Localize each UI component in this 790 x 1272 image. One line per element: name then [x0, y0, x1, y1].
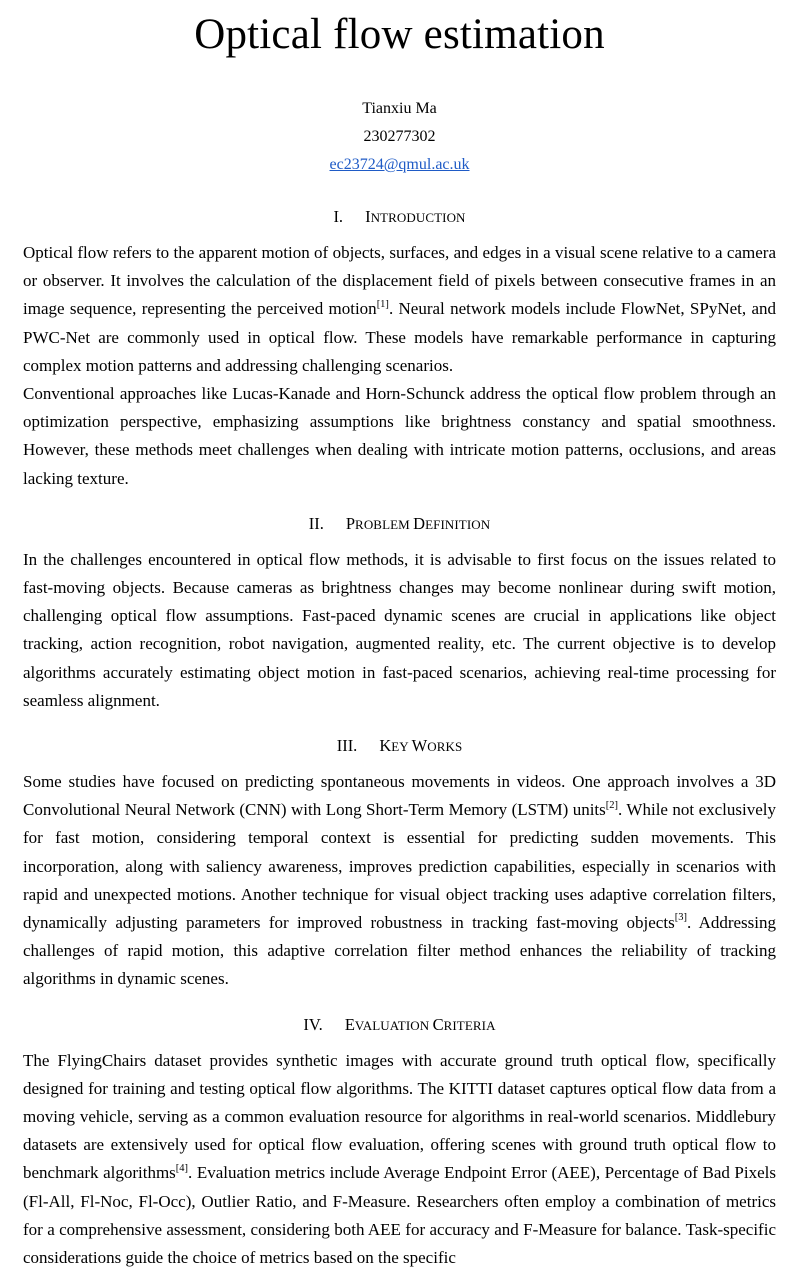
- author-email-link[interactable]: ec23724@qmul.ac.uk: [329, 156, 470, 173]
- evaluation-criteria-paragraph: The FlyingChairs dataset provides synthetic images with accurate ground truth optical flow, specifically designed for training and testing optical flow algorithms. The KITTI dataset captures optical flow data from a moving vehicle, serving as a common evaluation resource for algorithms in real-world scenarios. Middlebury datasets are extensively used for optical flow evaluation, offering scenes with ground truth optical flow to benchmark algorithms[4]. Evaluation metrics include Average Endpoint Error (AEE), Percentage of Bad Pixels (Fl-All, Fl-Noc, Fl-Occ), Outlier Ratio, and F-Measure. Researchers often employ a combination of metrics for a comprehensive assessment, considering both AEE for accuracy and F-Measure for balance. Task-specific considerations guide the choice of metrics based on the specific: [23, 1050, 776, 1268]
- section-number: II.: [308, 513, 324, 533]
- section-number: III.: [336, 736, 358, 756]
- introduction-paragraph-1: Optical flow refers to the apparent motion of objects, surfaces, and edges in a visual scene relative to a camera or observer. It involves the calculation of the displacement field of pixels between consecutive frames in an image sequence, representing the perceived motion[1]. Neural network models include FlowNet, SPyNet, and PWC-Net are commonly used in optical flow. These models have remarkable performance in capturing complex motion patterns and addressing challenging scenarios.: [23, 243, 776, 375]
- section-heading-key-works: III. KEY WORKS: [23, 734, 776, 759]
- key-works-paragraph: Some studies have focused on predicting spontaneous movements in videos. One approach involves a 3D Convolutional Neural Network (CNN) with Long Short-Term Memory (LSTM) units[2]. While not exclusively for fast motion, considering temporal context is essential for predicting sudden movements. This incorporation, along with saliency awareness, improves prediction capabilities, especially in scenarios with rapid and unexpected motions. Another technique for visual object tracking uses adaptive correlation filters, dynamically adjusting parameters for improved robustness in tracking fast-moving objects[3]. Addressing challenges of rapid motion, this adaptive correlation filter method enhances the reliability of tracking algorithms in dynamic scenes.: [23, 772, 777, 989]
- paper-title: Optical flow estimation: [194, 11, 605, 58]
- section-heading-problem-definition: II. PROBLEM DEFINITION: [23, 512, 776, 537]
- author-name: Tianxiu Ma: [362, 100, 437, 117]
- problem-definition-paragraph: In the challenges encountered in optical flow methods, it is advisable to first focus on the issues related to fast-moving objects. Because cameras as brightness changes may become nonlinear during swift motion, challenging optical flow assumptions. Fast-paced dynamic scenes are crucial in applications like object tracking, action recognition, robot navigation, augmented reality, etc. The current objective is to develop algorithms accurately estimating object motion in fast-paced scenarios, achieving real-time processing for seamless alignment.: [23, 549, 776, 710]
- citation: [1]: [376, 298, 389, 310]
- citation: [4]: [175, 1162, 189, 1174]
- student-id: 230277302: [363, 128, 436, 145]
- author-block: [23, 95, 776, 179]
- section-heading-introduction: I. INTRODUCTION: [23, 205, 776, 230]
- introduction-paragraph-2: Conventional approaches like Lucas-Kanade and Horn-Schunck address the optical flow problem through an optimization perspective, emphasizing assumptions like brightness constancy and spatial smoothness. However, these methods meet challenges when dealing with intricate motion patterns, occlusions, and areas lacking texture.: [23, 384, 776, 488]
- paper-page: [23, 0, 776, 1272]
- section-heading-evaluation-criteria: IV. EVALUATION CRITERIA: [23, 1013, 776, 1038]
- section-number: IV.: [303, 1014, 323, 1034]
- citation: [3]: [674, 912, 687, 924]
- citation: [2]: [605, 799, 619, 811]
- section-number: I.: [333, 207, 344, 226]
